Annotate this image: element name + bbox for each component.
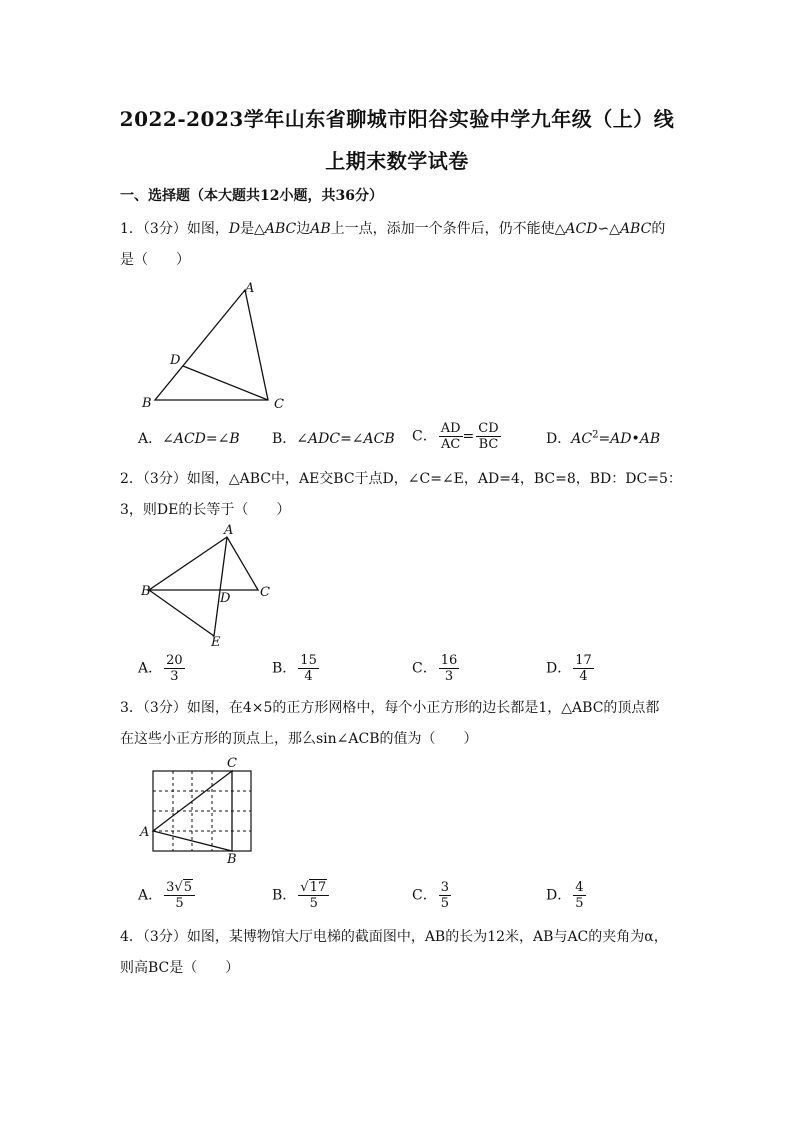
- q3-option-c[interactable]: C． $\frac{3}{5}$: [412, 880, 449, 911]
- fraction: $\frac{CD}{BC}$: [478, 421, 499, 452]
- q3-option-b[interactable]: B． $\frac{√17}{5}$: [272, 880, 329, 911]
- triangle-figure-q1: [130, 280, 300, 415]
- fraction: $\frac{20}{3}$: [166, 653, 183, 684]
- question-1-line1: 1．（3分）如图，D是△ABC边AB上一点，添加一个条件后，仍不能使△ACD∽△ABC的: [120, 221, 666, 237]
- q1-label-d: D: [170, 353, 181, 368]
- q1-option-c[interactable]: C． $\frac{AD}{AC}$ = $\frac{CD}{BC}$: [412, 421, 499, 452]
- question-3-number: 3．（3分）: [120, 700, 187, 716]
- fraction: $\frac{3√5}{5}$: [164, 880, 195, 911]
- fraction: $\frac{AD}{AC}$: [440, 421, 461, 452]
- fraction: $\frac{17}{4}$: [575, 653, 592, 684]
- question-2-number: 2．（3分）: [120, 471, 187, 487]
- q2-label-b: B: [141, 584, 151, 599]
- question-4-number: 4．（3分）: [120, 929, 187, 945]
- fraction: $\frac{√17}{5}$: [298, 880, 329, 911]
- q2-label-d: D: [220, 591, 231, 606]
- fraction: $\frac{4}{5}$: [575, 880, 584, 911]
- question-2-line1: 2．（3分）如图，△ABC中，AE交BC于点D，∠C=∠E，AD=4，BC=8，BD：DC=5：: [120, 471, 682, 487]
- exam-title-line2: 上期末数学试卷: [325, 149, 469, 173]
- fraction: $\frac{16}{3}$: [440, 653, 458, 684]
- q3-label-c: C: [227, 756, 237, 771]
- q3-option-d[interactable]: D． $\frac{4}{5}$: [546, 880, 584, 911]
- q3-label-b: B: [227, 852, 237, 867]
- q1-option-b[interactable]: B．∠ADC=∠ACB: [272, 431, 395, 447]
- q2-option-d[interactable]: D． $\frac{17}{4}$: [546, 653, 592, 684]
- q2-option-b[interactable]: B． $\frac{15}{4}$: [272, 653, 317, 684]
- grid-figure-q3: [134, 752, 264, 867]
- q2-label-a: A: [224, 523, 234, 538]
- q1-label-a: A: [245, 281, 255, 296]
- question-2-line2: 3，则DE的长等于（ ）: [120, 502, 291, 518]
- question-4-line1: 4．（3分）如图，某博物馆大厅电梯的截面图中，AB的长为12米，AB与AC的夹角为α，: [120, 929, 668, 945]
- exam-title-line1: 2022-2023学年山东省聊城市阳谷实验中学九年级（上）线: [119, 107, 675, 131]
- fraction: $\frac{3}{5}$: [440, 880, 449, 911]
- fraction: $\frac{15}{4}$: [300, 653, 317, 684]
- section-heading: 一、选择题（本大题共12小题，共36分）: [120, 188, 383, 204]
- question-1-line2: 是（ ）: [120, 252, 190, 268]
- q1-label-c: C: [274, 397, 284, 412]
- q2-label-e: E: [211, 635, 221, 650]
- question-3-line1: 3．（3分）如图，在4×5的正方形网格中，每个小正方形的边长都是1，△ABC的顶点都: [120, 700, 660, 716]
- question-4-line2: 则高BC是（ ）: [120, 960, 240, 976]
- q3-label-a: A: [140, 825, 150, 840]
- q3-option-a[interactable]: A． $\frac{3√5}{5}$: [138, 880, 195, 911]
- q1-option-d[interactable]: D．$AC^2=AD•AB$: [546, 429, 661, 447]
- question-3-line2: 在这些小正方形的顶点上，那么sin∠ACB的值为（ ）: [120, 731, 478, 747]
- q1-option-a[interactable]: A．∠ACD=∠B: [138, 431, 240, 447]
- q2-label-c: C: [260, 585, 270, 600]
- q1-label-b: B: [142, 396, 152, 411]
- q2-option-c[interactable]: C． $\frac{16}{3}$: [412, 653, 458, 684]
- question-1-number: 1．（3分）: [120, 221, 187, 237]
- triangle-figure-q2: [134, 520, 284, 650]
- q2-option-a[interactable]: A． $\frac{20}{3}$: [138, 653, 183, 684]
